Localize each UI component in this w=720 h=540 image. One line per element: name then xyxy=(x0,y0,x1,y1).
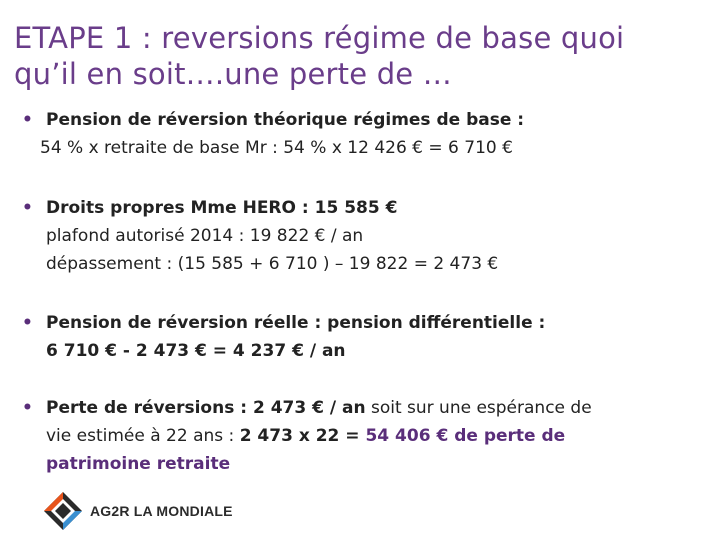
bullet-detail-overrun: dépassement : (15 585 + 6 710 ) – 19 822 = 2 473 € xyxy=(46,254,499,274)
bullet-heading-bold: Perte de réversions : 2 473 € / an xyxy=(46,398,366,418)
title-line-1: ETAPE 1 : reversions régime de base quoi xyxy=(14,21,625,55)
bullet-icon: • xyxy=(22,398,33,418)
bullet-icon: • xyxy=(22,198,33,218)
ag2r-logo xyxy=(42,490,233,532)
bullet-detail: 6 710 € - 2 473 € = 4 237 € / an xyxy=(46,341,346,361)
page-title xyxy=(14,20,714,92)
bullet-icon: • xyxy=(22,313,33,333)
title-line-2: qu’il en soit….une perte de … xyxy=(14,57,452,91)
bullet-real-pension xyxy=(22,309,712,365)
bullet-heading: Pension de réversion théorique régimes de base : xyxy=(46,110,525,130)
bullet-line2-normal: vie estimée à 22 ans : xyxy=(46,426,240,446)
logo-text: AG2R LA MONDIALE xyxy=(90,503,233,519)
bullet-heading-rest: soit sur une espérance de xyxy=(365,398,592,418)
bullet-line2-bold: 2 473 x 22 = xyxy=(239,426,366,446)
bullet-heading: Pension de réversion réelle : pension différentielle : xyxy=(46,313,546,333)
bullet-theoretical-pension xyxy=(22,106,712,162)
bullet-own-rights xyxy=(22,194,712,278)
bullet-loss xyxy=(22,394,712,478)
bullet-detail: 54 % x retraite de base Mr : 54 % x 12 426 € = 6 710 € xyxy=(40,138,513,158)
bullet-icon: • xyxy=(22,110,33,130)
bullet-line2-purple: 54 406 € de perte de xyxy=(365,426,566,446)
bullet-line3-purple: patrimoine retraite xyxy=(46,454,231,474)
bullet-detail-ceiling: plafond autorisé 2014 : 19 822 € / an xyxy=(46,226,364,246)
bullet-heading: Droits propres Mme HERO : 15 585 € xyxy=(46,198,398,218)
ag2r-logo-mark-icon xyxy=(42,490,84,532)
